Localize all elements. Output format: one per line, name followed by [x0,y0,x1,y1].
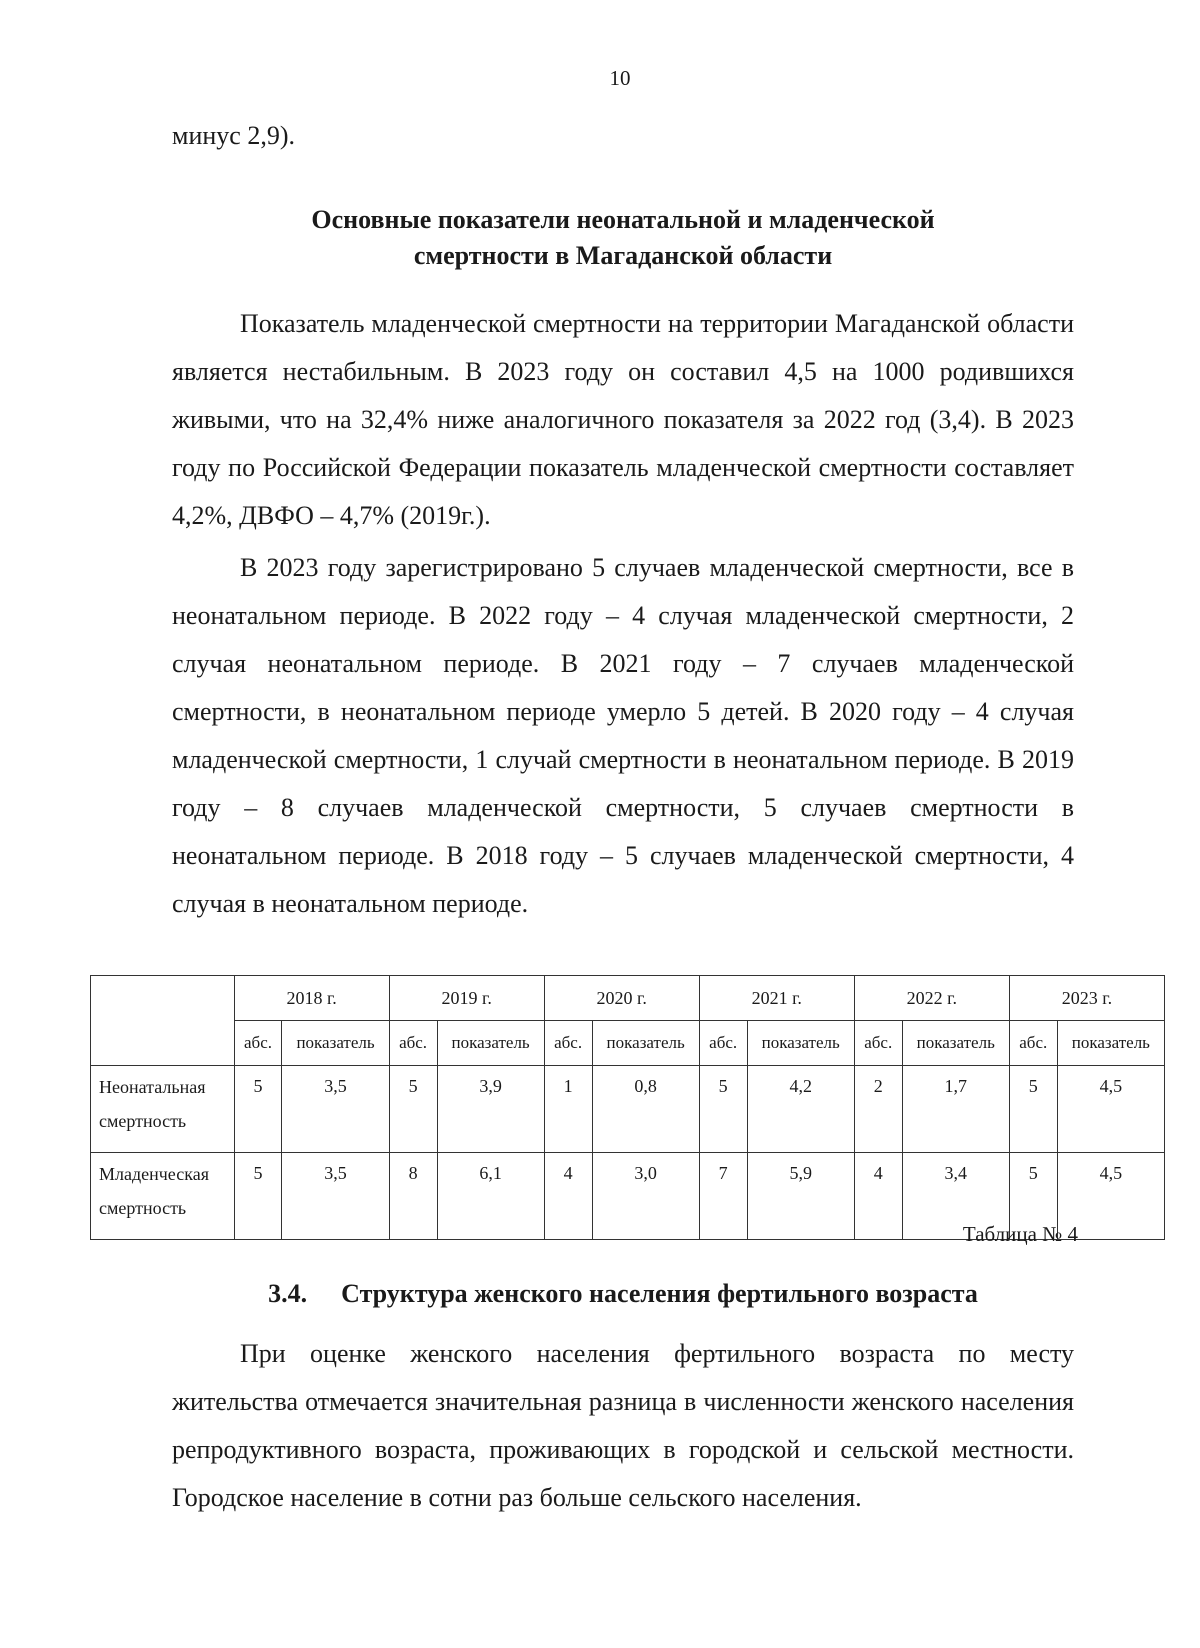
section-title: Структура женского населения фертильного возраста [341,1279,978,1308]
table-cell: 5 [1009,1153,1057,1240]
table-caption: Таблица № 4 [962,1222,1078,1246]
table-cell: 4 [544,1153,592,1240]
table-cell: 4,5 [1057,1066,1164,1153]
table-subheader-rate: показатель [592,1021,699,1066]
table-subheader-rate: показатель [437,1021,544,1066]
table-corner-cell [91,976,235,1066]
table-year-header: 2021 г. [699,976,854,1021]
table-subheader-rate: показатель [282,1021,389,1066]
paragraph-infant-mortality-rate [172,300,1074,540]
table-subheader-abs: абс. [389,1021,437,1066]
table-cell: 5 [234,1153,282,1240]
table-cell: 5,9 [747,1153,854,1240]
table-year-header: 2022 г. [854,976,1009,1021]
table-subheader-rate: показатель [902,1021,1009,1066]
table-cell: 1 [544,1066,592,1153]
table-subheader-rate: показатель [747,1021,854,1066]
table-year-header: 2020 г. [544,976,699,1021]
table-subheader-abs: абс. [1009,1021,1057,1066]
table-cell: 3,0 [592,1153,699,1240]
table-year-header: 2018 г. [234,976,389,1021]
lead-text: минус 2,9). [172,121,295,150]
section-heading-line-2: смертности в Магаданской области [413,241,833,270]
table-cell: 3,5 [282,1066,389,1153]
table-cell: 5 [389,1066,437,1153]
table-cell: 3,4 [902,1153,1009,1240]
table-subheader-row [91,1021,1165,1066]
table-subheader-rate: показатель [1057,1021,1164,1066]
table-year-header-row [91,976,1165,1021]
table-cell: 7 [699,1153,747,1240]
table-cell: 5 [234,1066,282,1153]
section-heading-neonatal [172,202,1074,274]
table-row-neonatal [91,1066,1165,1153]
section-heading-fertile-women [172,1276,1074,1312]
paragraph-1-text: Показатель младенческой смертности на территории Магаданской области является нестабильным. В 2023 году он составил 4,5 на 1000 родившихся живыми, что на 32,4% ниже аналогичного показателя за 2022 год (3,4). В 2023 году по Российской Федерации показатель младенческой смертности составляет 4,2%, ДВФО – 4,7% (2019г.). [172,309,1074,530]
table-subheader-abs: абс. [234,1021,282,1066]
table-cell: 5 [699,1066,747,1153]
paragraph-infant-mortality-cases [172,544,1074,928]
paragraph-3-text: При оценке женского населения фертильного возраста по месту жительства отмечается значительная разница в численности женского населения репродуктивного возраста, проживающих в городской и сельской местности. Городское население в сотни раз больше сельского населения. [172,1339,1074,1512]
table-cell: 3,9 [437,1066,544,1153]
table-subheader-abs: абс. [699,1021,747,1066]
page-number: 10 [609,66,631,90]
table-year-header: 2023 г. [1009,976,1164,1021]
table-cell: 3,5 [282,1153,389,1240]
table-cell: 8 [389,1153,437,1240]
table-cell: 4,5 [1057,1153,1164,1240]
table-row-label: Младенческая смертность [91,1153,235,1240]
table-cell: 0,8 [592,1066,699,1153]
table-cell: 6,1 [437,1153,544,1240]
paragraph-2-text: В 2023 году зарегистрировано 5 случаев младенческой смертности, все в неонатальном периоде. В 2022 году – 4 случая младенческой смертности, 2 случая неонатальном периоде. В 2021 году – 7 случаев младенческой смертности, в неонатальном периоде умерло 5 детей. В 2020 году – 4 случая младенческой смертности, 1 случай смертности в неонатальном периоде. В 2019 году – 8 случаев младенческой смертности, 5 случаев смертности в неонатальном периоде. В 2018 году – 5 случаев младенческой смертности, 4 случая в неонатальном периоде. [172,553,1074,918]
table-cell: 1,7 [902,1066,1009,1153]
table-cell: 5 [1009,1066,1057,1153]
table-cell: 4,2 [747,1066,854,1153]
table-cell: 4 [854,1153,902,1240]
paragraph-fertile-women [172,1330,1074,1522]
table-year-header: 2019 г. [389,976,544,1021]
table-cell: 2 [854,1066,902,1153]
section-number: 3.4. [268,1279,308,1308]
table-subheader-abs: абс. [544,1021,592,1066]
section-heading-line-1: Основные показатели неонатальной и младенческой [311,205,935,234]
mortality-table [90,975,1165,1240]
table-row-label: Неонатальная смертность [91,1066,235,1153]
table-subheader-abs: абс. [854,1021,902,1066]
